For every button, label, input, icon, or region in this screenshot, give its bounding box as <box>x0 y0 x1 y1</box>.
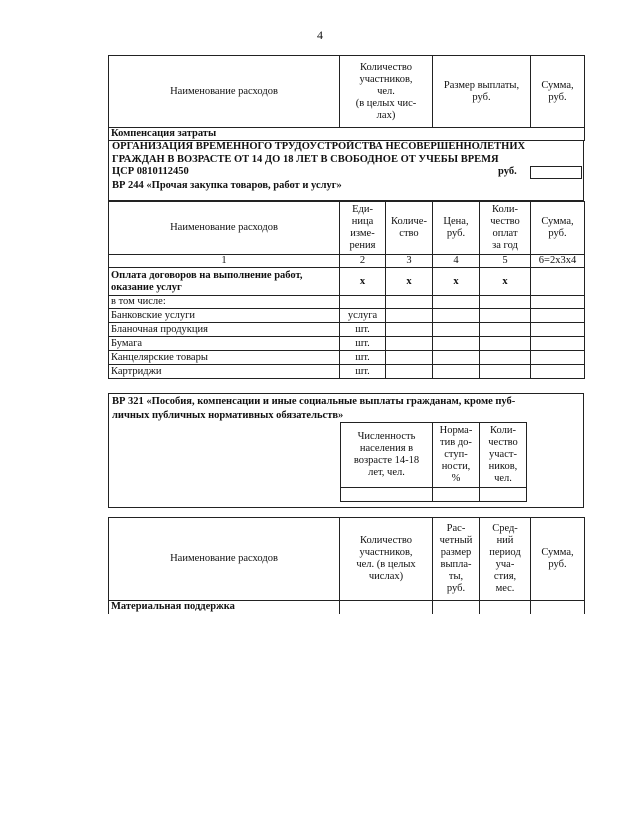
csr-amount-box <box>530 166 582 179</box>
column-header-count: Коли- чество оплат за год <box>480 202 531 255</box>
vr244-label: ВР 244 «Прочая закупка товаров, работ и услуг» <box>112 180 342 191</box>
contract-mark: х <box>480 268 531 296</box>
column-number: 3 <box>386 255 433 268</box>
column-header-participants: Количество участников, чел. (в целых числах) <box>340 518 433 601</box>
column-header-population: Численность населения в возрасте 14-18 лет, чел. <box>341 423 433 488</box>
item-unit: шт. <box>340 337 386 351</box>
column-header-norm: Норма- тив до- ступ- ности, % <box>433 423 480 488</box>
table-row <box>109 323 585 337</box>
norm-value-cell <box>433 488 480 502</box>
column-number: 5 <box>480 255 531 268</box>
csr-code: ЦСР 0810112450 <box>112 166 189 177</box>
item-unit: услуга <box>340 309 386 323</box>
contract-label: Оплата договоров на выполнение работ, оказание услуг <box>109 268 340 296</box>
participants-value-cell <box>480 488 527 502</box>
section-title: ОРГАНИЗАЦИЯ ВРЕМЕННОГО ТРУДОУСТРОЙСТВА НЕСОВЕРШЕННОЛЕТНИХ ГРАЖДАН В ВОЗРАСТЕ ОТ 14 ДО 18 ЛЕТ В СВОБОДНОЕ ОТ УЧЕБЫ ВРЕМЯ <box>112 141 526 165</box>
column-header-payment: Рас- четный размер выпла- ты, руб. <box>433 518 480 601</box>
table-row <box>109 351 585 365</box>
contract-sum-cell <box>531 268 585 296</box>
column-header-price: Цена, руб. <box>433 202 480 255</box>
item-unit: шт. <box>340 365 386 379</box>
column-header-name: Наименование расходов <box>109 56 340 128</box>
column-header-unit: Еди- ница изме- рения <box>340 202 386 255</box>
vr321-block <box>108 393 584 508</box>
column-number-row <box>109 255 585 268</box>
item-unit: шт. <box>340 323 386 337</box>
table-row <box>109 365 585 379</box>
column-header-payment: Размер выплаты, руб. <box>433 56 531 128</box>
column-header-name: Наименование расходов <box>109 518 340 601</box>
column-header-sum: Сумма, руб. <box>531 518 585 601</box>
currency-label: руб. <box>498 166 517 177</box>
item-unit: шт. <box>340 351 386 365</box>
item-name: Бумага <box>109 337 340 351</box>
column-header-name: Наименование расходов <box>109 202 340 255</box>
column-header-sum: Сумма, руб. <box>531 202 585 255</box>
row-material-support: Материальная поддержка <box>109 601 340 614</box>
contract-mark: х <box>340 268 386 296</box>
purchase-table <box>108 201 585 379</box>
column-header-participants: Количество участников, чел. (в целых чис- лах) <box>340 56 433 128</box>
section-header <box>108 140 584 201</box>
item-name: Банковские услуги <box>109 309 340 323</box>
contract-mark: х <box>433 268 480 296</box>
column-header-sum: Сумма, руб. <box>531 56 585 128</box>
availability-table <box>340 422 527 502</box>
contract-row <box>109 268 585 296</box>
table-row <box>109 337 585 351</box>
including-label: в том числе: <box>109 296 340 309</box>
column-number: 4 <box>433 255 480 268</box>
compensation-table <box>108 55 585 141</box>
page-number: 4 <box>317 28 323 42</box>
item-name: Бланочная продукция <box>109 323 340 337</box>
item-name: Канцелярские товары <box>109 351 340 365</box>
including-row <box>109 296 585 309</box>
item-name: Картриджи <box>109 365 340 379</box>
column-header-participants: Коли- чество участ- ников, чел. <box>480 423 527 488</box>
table-row <box>109 309 585 323</box>
column-number: 1 <box>109 255 340 268</box>
contract-mark: х <box>386 268 433 296</box>
column-header-qty: Количе- ство <box>386 202 433 255</box>
row-compensation: Компенсация затраты <box>109 128 585 141</box>
column-number: 6=2х3х4 <box>531 255 585 268</box>
column-number: 2 <box>340 255 386 268</box>
population-value-cell <box>341 488 433 502</box>
vr321-label: ВР 321 «Пособия, компенсации и иные социальные выплаты гражданам, кроме пуб- личных публичных нормативных обязательств» <box>112 396 516 421</box>
support-table <box>108 517 585 614</box>
column-header-period: Сред- ний период уча- стия, мес. <box>480 518 531 601</box>
